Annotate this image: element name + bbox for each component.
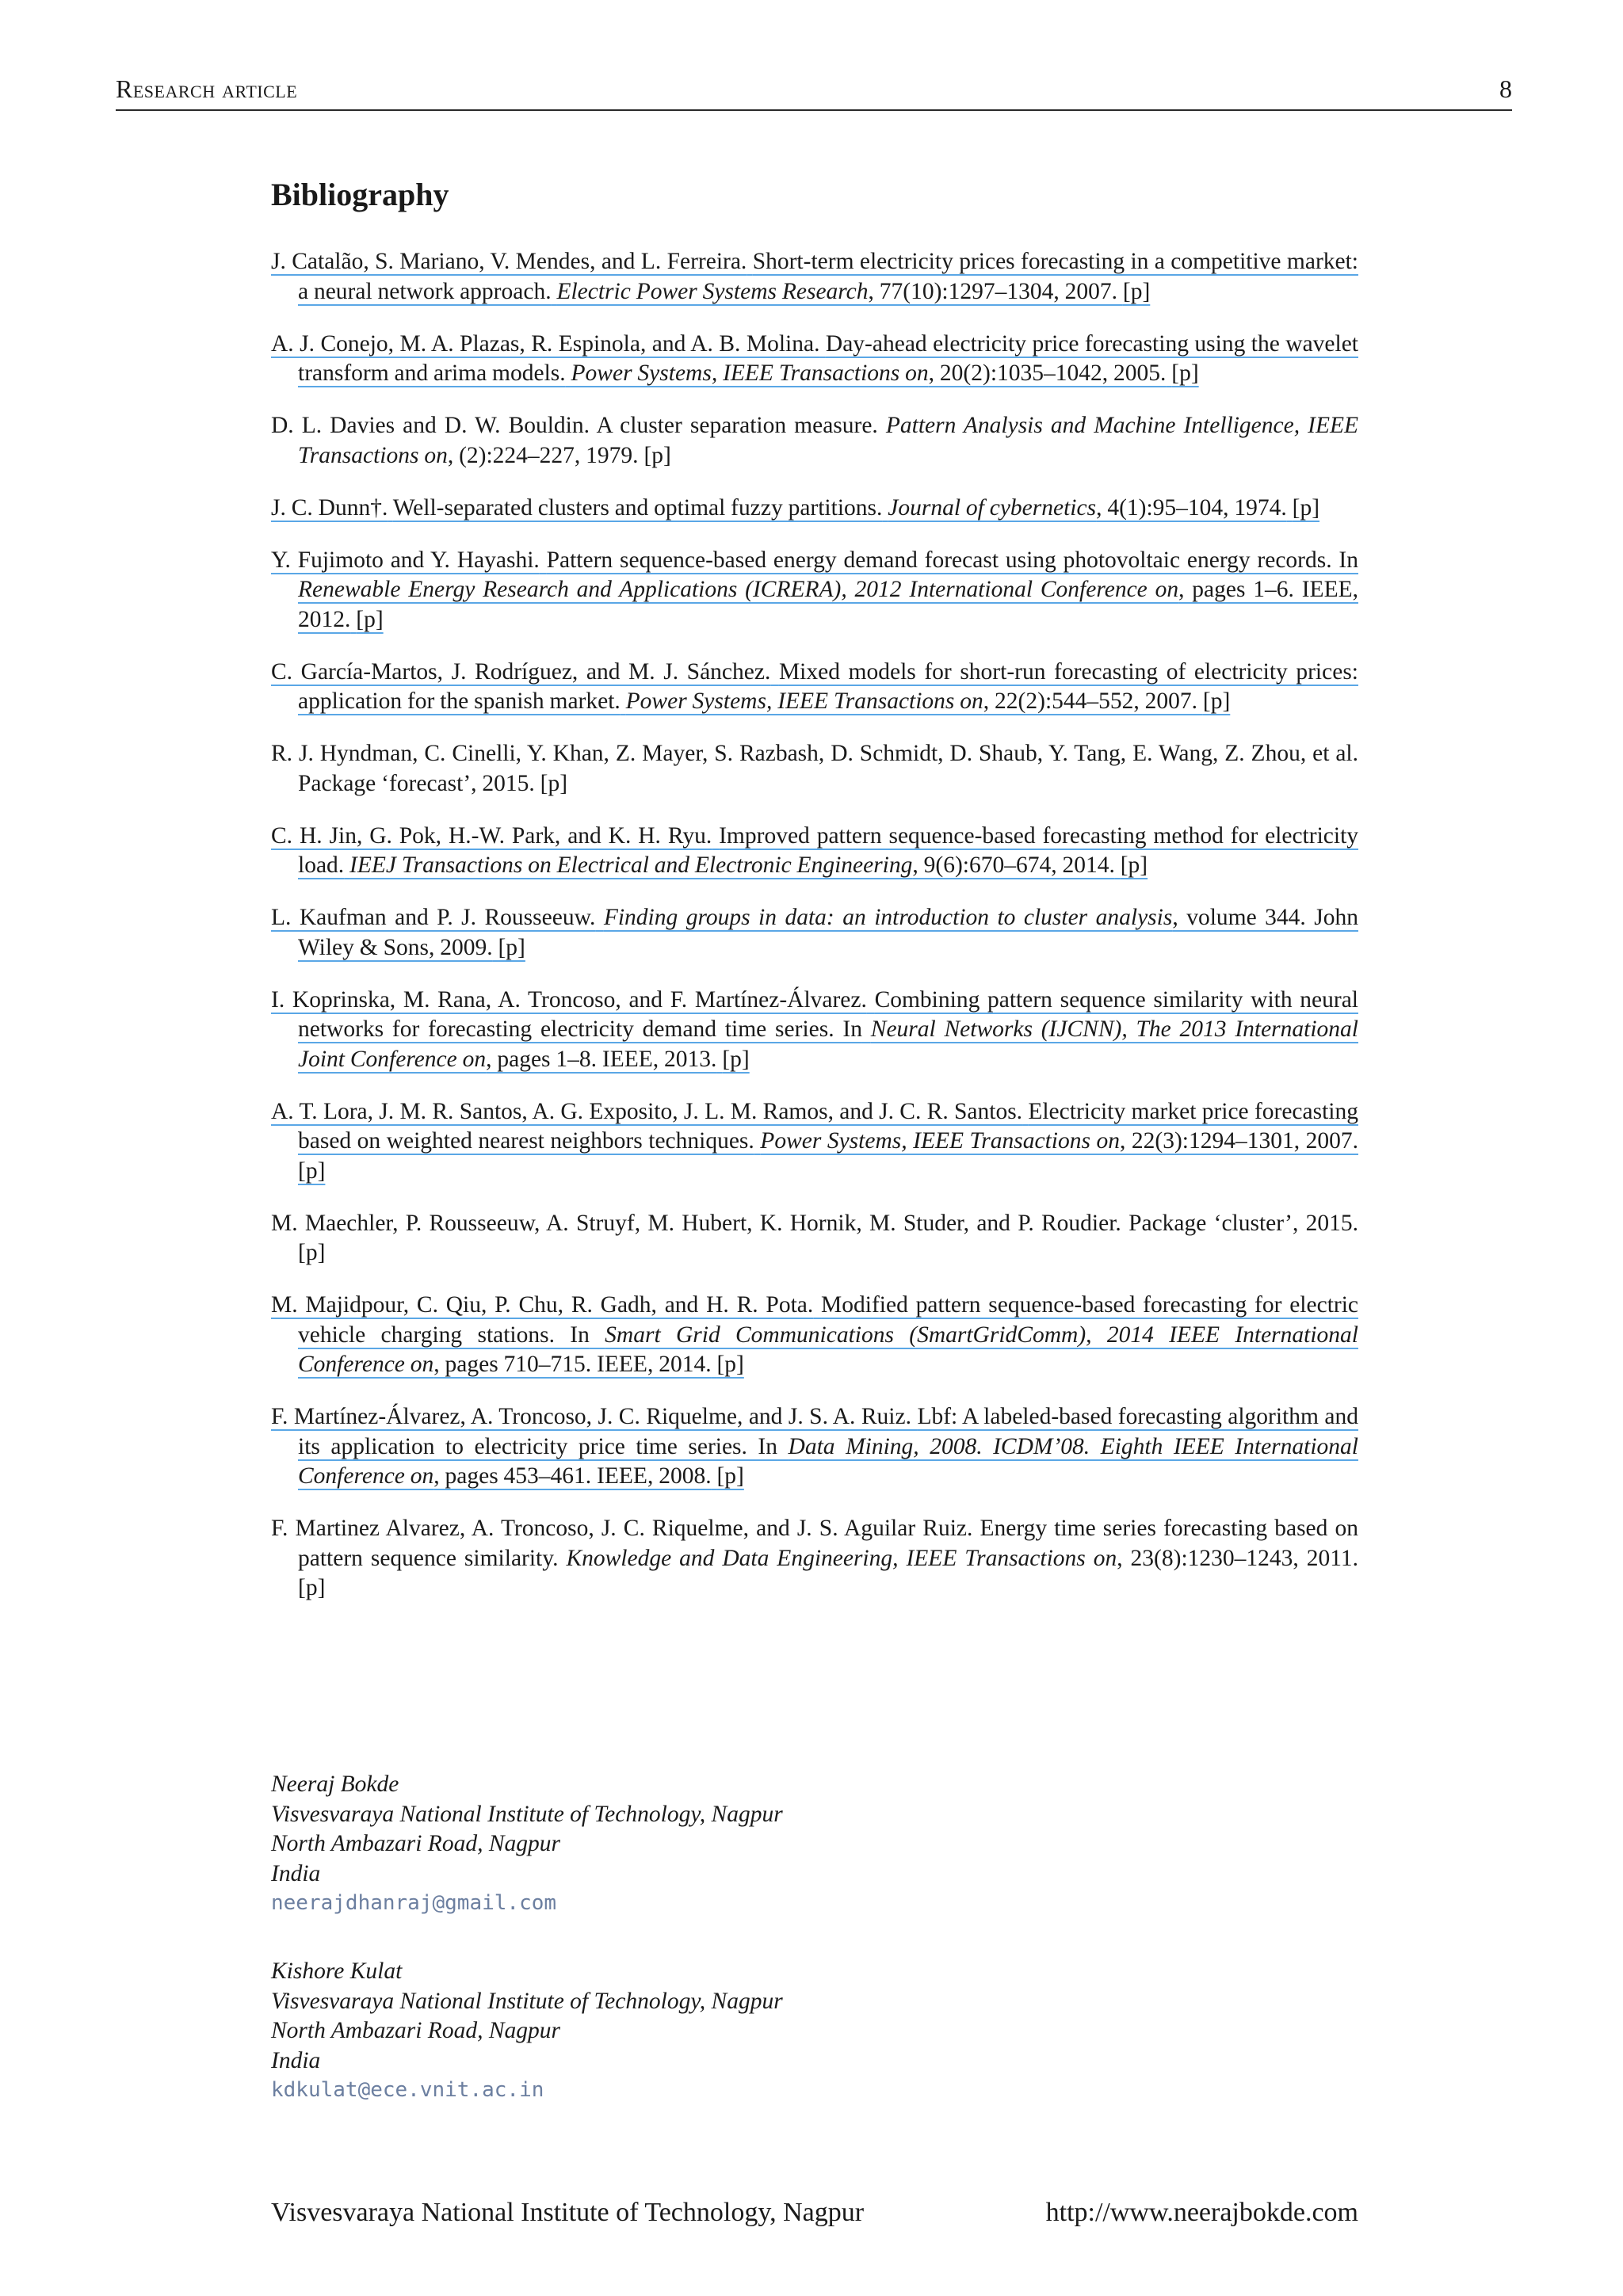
backref-link[interactable]: [p] bbox=[540, 770, 568, 796]
bib-title: Pattern sequence-based energy demand forecast using photovoltaic energy records. In bbox=[546, 547, 1359, 573]
author-road: North Ambazari Road, Nagpur bbox=[271, 1831, 560, 1856]
bib-authors: Y. Fujimoto and Y. Hayashi. bbox=[271, 547, 540, 573]
bib-entry[interactable] bbox=[271, 903, 1358, 963]
bib-title: Improved pattern sequence-based forecasting method for electricity load. bbox=[298, 822, 1359, 878]
bib-venue: Power Systems, IEEE Transactions on bbox=[625, 688, 983, 714]
footer-url-link[interactable]: http://www.neerajbokde.com bbox=[1045, 2198, 1358, 2227]
bib-venue: Smart Grid Communications (SmartGridComm), 2014 IEEE International Conference on bbox=[298, 1322, 1358, 1377]
bib-entry[interactable] bbox=[271, 986, 1358, 1075]
bib-entry bbox=[271, 739, 1358, 799]
bib-authors: J. C. Dunn†. bbox=[271, 494, 388, 521]
backref-link[interactable]: [p] bbox=[298, 1575, 326, 1600]
bib-title: Combining pattern sequence similarity with neural networks for forecasting electricity demand time series. In bbox=[298, 986, 1358, 1042]
bib-venue: Power Systems, IEEE Transactions on bbox=[760, 1128, 1120, 1154]
author-email-link[interactable]: neerajdhanraj@gmail.com bbox=[271, 1891, 557, 1915]
bib-entry bbox=[271, 1514, 1358, 1604]
bib-details: , pages 453–461. IEEE, 2008. bbox=[433, 1463, 712, 1489]
bib-entry[interactable] bbox=[271, 1402, 1358, 1492]
bibliography-list bbox=[271, 247, 1358, 1626]
bib-details: , 23(8):1230–1243, 2011. bbox=[1117, 1545, 1359, 1571]
bib-details: , volume 344. John Wiley & Sons, 2009. bbox=[298, 905, 1358, 960]
footer-institute: Visvesvaraya National Institute of Technology, Nagpur bbox=[271, 2198, 865, 2227]
bib-title: Well-separated clusters and optimal fuzzy partitions. bbox=[392, 494, 883, 521]
bib-authors: I. Koprinska, M. Rana, A. Troncoso, and F. Martínez-Álvarez. bbox=[271, 986, 867, 1013]
bib-details: , (2):224–227, 1979. bbox=[447, 442, 639, 468]
bib-venue: Data Mining, 2008. ICDM’08. Eighth IEEE International Conference on bbox=[298, 1433, 1358, 1489]
backref-link[interactable]: [p] bbox=[1202, 688, 1231, 714]
bib-venue: Finding groups in data: an introduction to cluster analysis bbox=[603, 905, 1173, 930]
author-institute: Visvesvaraya National Institute of Technology, Nagpur bbox=[271, 1801, 783, 1827]
author-name: Kishore Kulat bbox=[271, 1958, 403, 1984]
bib-entry[interactable] bbox=[271, 247, 1358, 307]
backref-link[interactable]: [p] bbox=[298, 1240, 326, 1265]
bib-entry[interactable] bbox=[271, 1291, 1358, 1380]
bib-title: Modified pattern sequence-based forecasting for electric vehicle charging stations. In bbox=[298, 1292, 1359, 1348]
author-address bbox=[271, 1957, 984, 2106]
bib-venue: Power Systems, IEEE Transactions on bbox=[571, 360, 929, 386]
backref-link[interactable]: [p] bbox=[298, 1158, 326, 1184]
backref-link[interactable]: [p] bbox=[1122, 278, 1151, 304]
bib-entry bbox=[271, 1209, 1358, 1268]
author-institute: Visvesvaraya National Institute of Technology, Nagpur bbox=[271, 1988, 783, 2014]
bib-venue: Renewable Energy Research and Applications (ICRERA), 2012 International Conference on bbox=[298, 577, 1179, 602]
bib-details: , pages 710–715. IEEE, 2014. bbox=[433, 1352, 712, 1377]
backref-link[interactable]: [p] bbox=[1292, 494, 1320, 521]
bib-venue: Neural Networks (IJCNN), The 2013 International Joint Conference on bbox=[298, 1016, 1358, 1072]
author-road: North Ambazari Road, Nagpur bbox=[271, 2018, 560, 2043]
bib-authors: F. Martinez Alvarez, A. Troncoso, J. C. Riquelme, and J. S. Aguilar Ruiz. bbox=[271, 1516, 973, 1541]
bib-venue: Electric Power Systems Research bbox=[556, 278, 869, 304]
bib-authors: D. L. Davies and D. W. Bouldin. bbox=[271, 413, 590, 438]
bib-title: Mixed models for short-run forecasting of electricity prices: application for the spanish market. bbox=[298, 658, 1358, 714]
backref-link[interactable]: [p] bbox=[1120, 852, 1148, 878]
backref-link[interactable]: [p] bbox=[1171, 360, 1199, 386]
bib-entry bbox=[271, 411, 1358, 471]
backref-link[interactable]: [p] bbox=[356, 606, 384, 632]
running-head-title: Research article bbox=[116, 74, 298, 103]
bib-details: , 22(3):1294–1301, 2007. bbox=[1120, 1128, 1358, 1154]
bib-venue: IEEJ Transactions on Electrical and Electronic Engineering bbox=[349, 852, 913, 878]
bib-details: , 22(2):544–552, 2007. bbox=[983, 688, 1198, 714]
backref-link[interactable]: [p] bbox=[498, 934, 525, 960]
bib-title: Package ‘cluster’, 2015. bbox=[1128, 1210, 1359, 1236]
bib-title: Short-term electricity prices forecasting in a competitive market: a neural network approach. bbox=[298, 249, 1358, 304]
bib-venue: Journal of cybernetics bbox=[888, 494, 1097, 521]
bib-authors: C. H. Jin, G. Pok, H.-W. Park, and K. H. Ryu. bbox=[271, 822, 712, 849]
bib-details: , pages 1–8. IEEE, 2013. bbox=[486, 1046, 717, 1072]
author-email-link[interactable]: kdkulat@ece.vnit.ac.in bbox=[271, 2078, 544, 2102]
bib-authors: M. Majidpour, C. Qiu, P. Chu, R. Gadh, and H. R. Pota. bbox=[271, 1292, 814, 1318]
bib-entry[interactable] bbox=[271, 494, 1358, 524]
running-head bbox=[116, 74, 1512, 111]
backref-link[interactable]: [p] bbox=[716, 1463, 744, 1489]
bib-entry[interactable] bbox=[271, 658, 1358, 717]
bib-authors: L. Kaufman and P. J. Rousseeuw. bbox=[271, 905, 596, 930]
section-title: Bibliography bbox=[271, 177, 449, 212]
bib-details: , pages 1–6. IEEE, 2012. bbox=[298, 577, 1358, 632]
bib-entry[interactable] bbox=[271, 546, 1358, 635]
bib-authors: R. J. Hyndman, C. Cinelli, Y. Khan, Z. Mayer, S. Razbash, D. Schmidt, D. Shaub, Y. Tang, E. Wang, Z. Zhou, et al. bbox=[271, 741, 1358, 766]
bib-details: , 20(2):1035–1042, 2005. bbox=[928, 360, 1167, 386]
bib-title: Energy time series forecasting based on pattern sequence similarity. bbox=[298, 1516, 1358, 1571]
bib-details: , 77(10):1297–1304, 2007. bbox=[868, 278, 1117, 304]
author-name: Neeraj Bokde bbox=[271, 1772, 399, 1797]
bib-entry[interactable] bbox=[271, 1097, 1358, 1187]
page-number: 8 bbox=[1499, 74, 1512, 103]
bib-title: A cluster separation measure. bbox=[596, 413, 878, 438]
bib-entry[interactable] bbox=[271, 330, 1358, 389]
bib-title: Package ‘forecast’, 2015. bbox=[298, 770, 535, 796]
bib-details: , 4(1):95–104, 1974. bbox=[1096, 494, 1287, 521]
backref-link[interactable]: [p] bbox=[716, 1352, 744, 1377]
bib-details: , 9(6):670–674, 2014. bbox=[912, 852, 1115, 878]
author-country: India bbox=[271, 2047, 321, 2073]
author-country: India bbox=[271, 1860, 321, 1886]
backref-link[interactable]: [p] bbox=[722, 1046, 750, 1072]
bib-authors: M. Maechler, P. Rousseeuw, A. Struyf, M. Hubert, K. Hornik, M. Studer, and P. Roudier. bbox=[271, 1210, 1121, 1236]
bib-venue: Knowledge and Data Engineering, IEEE Transactions on bbox=[566, 1545, 1117, 1571]
author-address bbox=[271, 1770, 984, 1919]
bib-title: Lbf: A labeled-based forecasting algorithm and its application to electricity price time series. In bbox=[298, 1404, 1359, 1459]
bib-authors: C. García-Martos, J. Rodríguez, and M. J. Sánchez. bbox=[271, 658, 771, 685]
bib-title: Electricity market price forecasting based on weighted nearest neighbors techniques. bbox=[298, 1098, 1358, 1154]
bib-title: Day-ahead electricity price forecasting using the wavelet transform and arima models. bbox=[298, 330, 1358, 386]
bib-entry[interactable] bbox=[271, 822, 1358, 881]
bib-authors: F. Martínez-Álvarez, A. Troncoso, J. C. Riquelme, and J. S. A. Ruiz. bbox=[271, 1404, 911, 1429]
bib-authors: A. J. Conejo, M. A. Plazas, R. Espinola, and A. B. Molina. bbox=[271, 330, 820, 357]
bib-authors: A. T. Lora, J. M. R. Santos, A. G. Exposito, J. L. M. Ramos, and J. C. R. Santos. bbox=[271, 1098, 1023, 1124]
bib-authors: J. Catalão, S. Mariano, V. Mendes, and L. Ferreira. bbox=[271, 249, 747, 274]
backref-link[interactable]: [p] bbox=[643, 442, 671, 468]
bib-venue: Pattern Analysis and Machine Intelligence, IEEE Transactions on bbox=[298, 413, 1359, 468]
